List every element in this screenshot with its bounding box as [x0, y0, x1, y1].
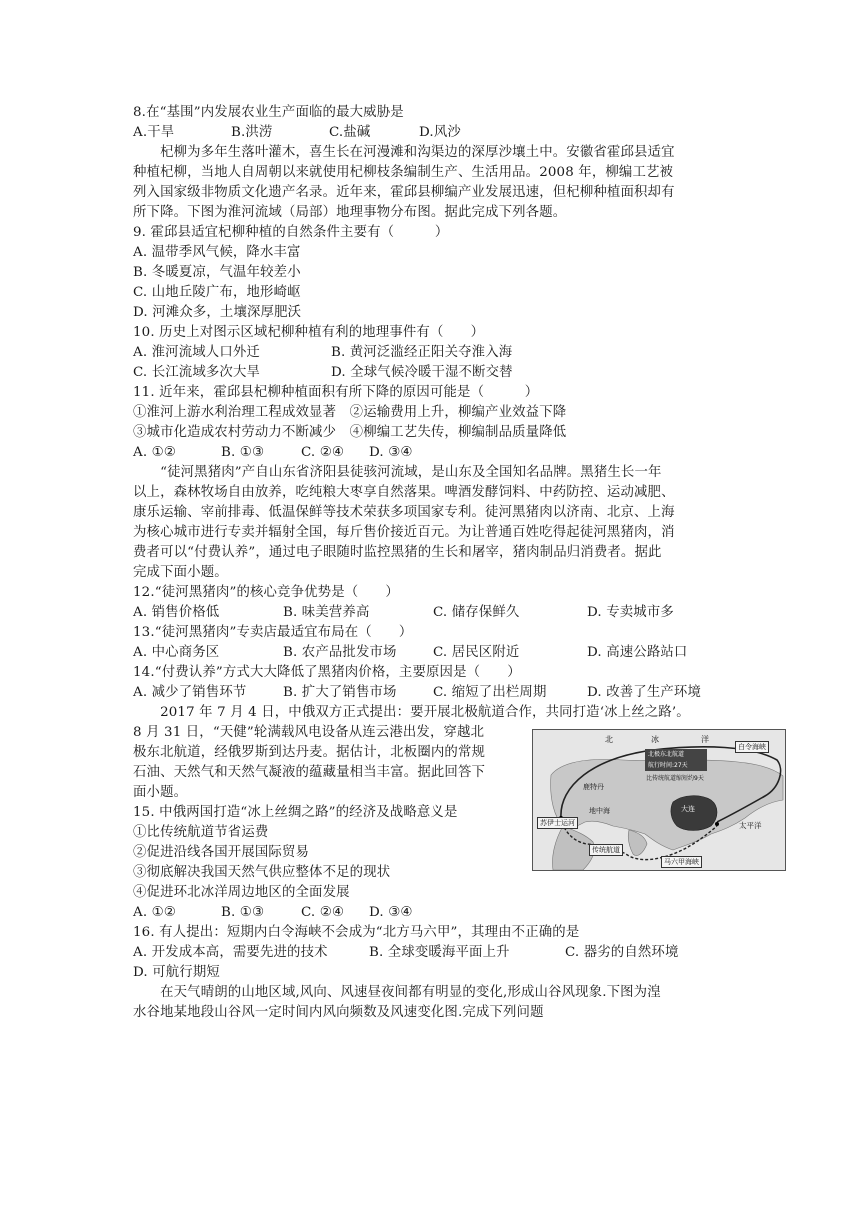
q14-option-a: A. 减少了销售环节	[133, 685, 247, 700]
q8-option-b: B.洪涝	[231, 125, 273, 140]
q15-stem: 15. 中俄两国打造“冰上丝绸之路”的经济及战略意义是	[133, 805, 458, 820]
q13-option-c: C. 居民区附近	[433, 645, 520, 660]
q11-options	[133, 443, 413, 463]
q15-item: ③彻底解决我国天然气供应整体不足的现状	[133, 865, 391, 880]
q14-option-d: D. 改善了生产环境	[587, 685, 702, 700]
q14-stem: 14.“付费认养”方式大大降低了黑猪肉价格，主要原因是（ ）	[133, 665, 521, 680]
q13-option-b: B. 农产品批发市场	[283, 645, 397, 660]
q12-stem: 12.“徒河黑猪肉”的核心竞争优势是（ ）	[133, 585, 399, 600]
q8-option-c: C.盐碱	[329, 125, 371, 140]
route-info-box	[645, 749, 707, 771]
q9-option-b: B. 冬暖夏凉，气温年较差小	[133, 265, 301, 280]
q10-stem: 10. 历史上对图示区域杞柳种植有利的地理事件有（ ）	[133, 325, 485, 340]
q16-option-d: D. 可航行期短	[133, 965, 220, 980]
q10-option-d: D. 全球气候冷暖干湿不断交替	[331, 365, 513, 380]
q13-option-d: D. 高速公路站口	[587, 645, 688, 660]
q11-option-d: D. ③④	[369, 445, 413, 460]
route-title: 北极东北航道	[645, 749, 707, 760]
q10-option-a: A. 淮河流域人口外迁	[133, 345, 260, 360]
arctic-route-map	[532, 729, 786, 871]
passage2-line: 以上，森林牧场自由放养，吃纯粮大枣享自然落果。啤酒发酵饲料、中药防控、运动减肥、	[133, 485, 675, 500]
q15-item: ②促进沿线各国开展国际贸易	[133, 845, 310, 860]
q14-option-b: B. 扩大了销售市场	[283, 685, 397, 700]
q12-option-d: D. 专卖城市多	[587, 605, 674, 620]
q14-options	[133, 683, 701, 703]
passage3-line: 极东北航道，经俄罗斯到达丹麦。据估计，北板圈内的常规	[133, 745, 486, 760]
q10-options-row2	[133, 363, 513, 383]
passage1-line: 列入国家级非物质文化遗产名录。近年来，霍邱县柳编产业发展迅速，但杞柳种植面积却有	[133, 185, 675, 200]
passage2-line: “徒河黑猪肉”产自山东省济阳县徒骇河流域，是山东及全国知名品牌。黑猪生长一年	[133, 465, 662, 480]
q12-options	[133, 603, 674, 623]
map-label-pacific: 太平洋	[739, 821, 762, 830]
q9-option-d: D. 河滩众多，土壤深厚肥沃	[133, 305, 302, 320]
map-label-suez: 苏伊士运河	[537, 817, 578, 829]
q9-stem: 9. 霍邱县适宜杞柳种植的自然条件主要有（ ）	[133, 225, 449, 240]
passage3-line: 8 月 31 日，“天健”轮满载风电设备从连云港出发，穿越北	[133, 725, 485, 740]
passage3-line: 2017 年 7 月 4 日，中俄双方正式提出：要开展北极航道合作，共同打造‘冰上丝之路’。	[133, 705, 690, 720]
q16-options	[133, 943, 679, 963]
q11-option-b: B. ①③	[221, 445, 265, 460]
map-label-north-1: 北	[605, 735, 613, 744]
q11-item: ①淮河上游水利治理工程成效显著 ②运输费用上升，柳编产业效益下降	[133, 405, 567, 420]
q15-item: ④促进环北冰洋周边地区的全面发展	[133, 885, 350, 900]
passage2-line: 费者可以“付费认养”，通过电子眼随时监控黑猪的生长和屠宰，猪肉制品归消费者。据此	[133, 545, 662, 560]
passage2-line: 为核心城市进行专卖并辐射全国，每斤售价接近百元。为让普通百姓吃得起徒河黑猪肉，消	[133, 525, 675, 540]
q15-option-c: C. ②④	[301, 905, 345, 920]
passage3-line: 石油、天然气和天然气凝液的蕴藏量相当丰富。据此回答下	[133, 765, 486, 780]
map-label-malacca: 马六甲海峡	[661, 856, 702, 868]
q13-stem: 13.“徒河黑猪肉”专卖店最适宜布局在（ ）	[133, 625, 413, 640]
passage2-line: 康乐运输、宰前排毒、低温保鲜等技术荣获多项国家专利。徒河黑猪肉以济南、北京、上海	[133, 505, 675, 520]
q14-option-c: C. 缩短了出栏周期	[433, 685, 547, 700]
q15-item: ①比传统航道节省运费	[133, 825, 269, 840]
route-saving: 比传统航道缩短约9天	[646, 775, 704, 782]
passage1-line: 杞柳为多年生落叶灌木，喜生长在河漫滩和沟渠边的深厚沙壤土中。安徽省霍邱县适宜	[133, 145, 675, 160]
q8-stem: 8.在“基围”内发展农业生产面临的最大威胁是	[133, 105, 404, 120]
q13-option-a: A. 中心商务区	[133, 645, 220, 660]
map-label-bering: 白令海峡	[735, 741, 769, 753]
q11-option-c: C. ②④	[301, 445, 345, 460]
q9-option-c: C. 山地丘陵广布，地形崎岖	[133, 285, 301, 300]
q11-option-a: A. ①②	[133, 445, 176, 460]
q11-item: ③城市化造成农村劳动力不断减少 ④柳编工艺失传，柳编制品质量降低	[133, 425, 567, 440]
q12-option-b: B. 味美营养高	[283, 605, 370, 620]
map-label-mediterranean: 地中海	[589, 807, 610, 815]
q12-option-a: A. 销售价格低	[133, 605, 220, 620]
map-label-traditional: 传统航道	[589, 844, 623, 856]
q13-options	[133, 643, 687, 663]
voyage-time: 航行时间:27天	[645, 760, 707, 771]
q9-option-a: A. 温带季风气候，降水丰富	[133, 245, 301, 260]
q10-option-c: C. 长江流域多次大旱	[133, 365, 261, 380]
q15-options	[133, 903, 413, 923]
q15-option-a: A. ①②	[133, 905, 176, 920]
q16-option-a: A. 开发成本高，需要先进的技术	[133, 945, 328, 960]
q8-options	[133, 123, 461, 143]
passage4-line: 在天气晴朗的山地区域,风向、风速昼夜间都有明显的变化,形成山谷风现象.下图为湟	[133, 985, 661, 1000]
passage1-line: 种植杞柳，当地人自周朝以来就使用杞柳枝条编制生产、生活用品。2008 年，柳编工艺被	[133, 165, 674, 180]
map-label-north-2: 冰	[651, 735, 659, 744]
map-label-dalian: 大连	[681, 805, 695, 813]
dalian-point	[715, 822, 719, 826]
map-label-north-3: 洋	[701, 735, 709, 744]
passage2-line: 完成下面小题。	[133, 565, 228, 580]
q10-options-row1	[133, 343, 512, 363]
q16-stem: 16. 有人提出：短期内白令海峡不会成为“北方马六甲”，其理由不正确的是	[133, 925, 580, 940]
q15-option-d: D. ③④	[369, 905, 413, 920]
passage4-line: 水谷地某地段山谷风一定时间内风向频数及风速变化图.完成下列问题	[133, 1005, 544, 1020]
q16-option-b: B. 全球变暖海平面上升	[369, 945, 510, 960]
passage3-line: 面小题。	[133, 785, 188, 800]
passage1-line: 所下降。下图为淮河流域（局部）地理事物分布图。据此完成下列各题。	[133, 205, 567, 220]
q16-option-c: C. 器劣的自然环境	[565, 945, 679, 960]
q8-option-a: A.干旱	[133, 125, 175, 140]
q10-option-b: B. 黄河泛滥经正阳关夺淮入海	[331, 345, 513, 360]
q11-stem: 11. 近年来，霍邱县杞柳种植面积有所下降的原因可能是（ ）	[133, 385, 539, 400]
q8-option-d: D.风沙	[419, 125, 461, 140]
map-label-rotterdam: 鹿特丹	[583, 783, 604, 791]
q15-option-b: B. ①③	[221, 905, 265, 920]
q12-option-c: C. 储存保鲜久	[433, 605, 520, 620]
